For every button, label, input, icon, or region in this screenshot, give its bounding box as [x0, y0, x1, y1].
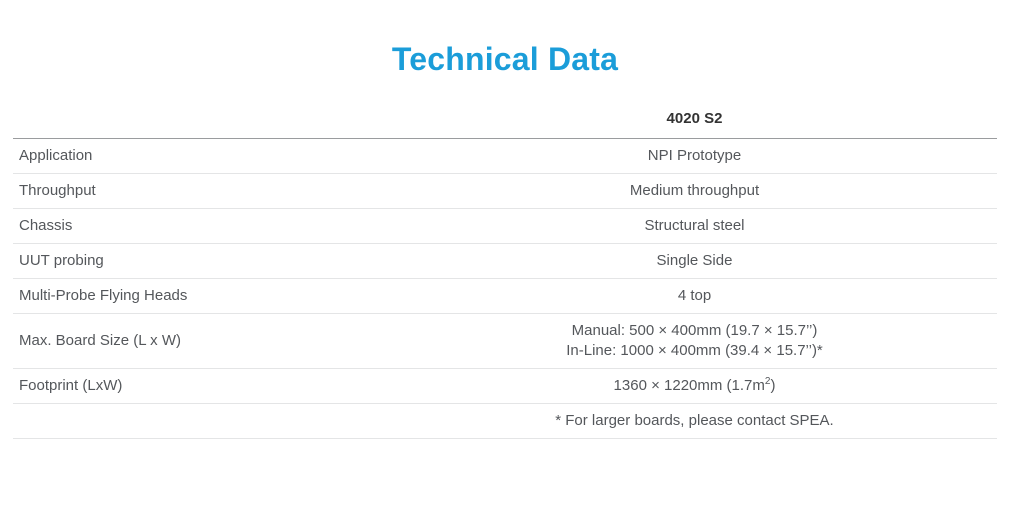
row-value: NPI Prototype — [647, 147, 742, 164]
row-label: Multi-Probe Flying Heads — [19, 287, 188, 304]
page-title: Technical Data — [391, 41, 619, 77]
row-label: UUT probing — [19, 252, 104, 269]
row-label: Chassis — [19, 217, 73, 234]
row-label: Application — [19, 147, 93, 164]
row-label: Throughput — [19, 182, 96, 199]
spec-table — [13, 104, 997, 439]
board-size-inline: In-Line: 1000 × 400mm (39.4 × 15.7’’)* — [566, 342, 823, 359]
table-header-row — [13, 104, 997, 139]
row-value — [392, 314, 997, 368]
row-value — [392, 369, 997, 403]
table-row-throughput — [13, 174, 997, 209]
row-value: Single Side — [656, 252, 733, 269]
table-row-max-board-size — [13, 314, 997, 369]
table-row-footnote — [13, 404, 997, 439]
footprint-value: 1360 × 1220mm (1.7m — [613, 377, 765, 394]
footprint-value-close: ) — [770, 377, 776, 394]
table-row-uut-probing — [13, 244, 997, 279]
table-row-chassis — [13, 209, 997, 244]
table-row-application — [13, 139, 997, 174]
row-label: Footprint (LxW) — [19, 377, 123, 394]
board-size-manual: Manual: 500 × 400mm (19.7 × 15.7’’) — [571, 322, 818, 339]
footnote-text: * For larger boards, please contact SPEA. — [555, 412, 834, 429]
header-empty-cell — [13, 113, 392, 129]
technical-data-page — [13, 40, 997, 439]
product-column-header: 4020 S2 — [666, 110, 723, 127]
row-label: Max. Board Size (L x W) — [19, 332, 181, 349]
table-row-footprint — [13, 369, 997, 404]
footprint-superscript: 2 — [764, 376, 771, 387]
row-value: Medium throughput — [629, 182, 760, 199]
row-value: 4 top — [677, 287, 712, 304]
row-label — [13, 413, 392, 429]
row-value: Structural steel — [644, 217, 745, 234]
table-row-flying-heads — [13, 279, 997, 314]
